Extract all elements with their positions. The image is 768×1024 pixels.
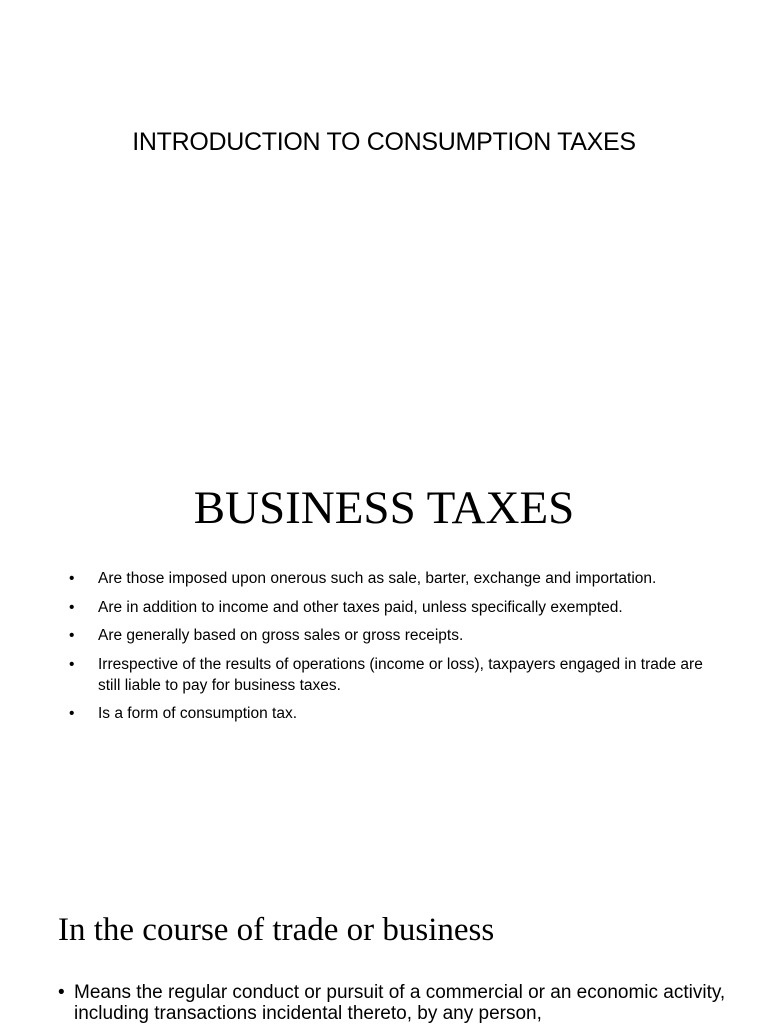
bullet-list <box>58 982 738 1024</box>
bullet-marker: • <box>58 982 65 1003</box>
bullet-text: Means the regular conduct or pursuit of a commercial or an economic activity, including transactions incidental thereto, by any person, <box>74 982 726 1024</box>
bullet-item <box>66 654 716 696</box>
slide-trade-or-business <box>0 864 768 1024</box>
bullet-item <box>66 568 716 589</box>
bullet-marker: • <box>69 655 75 673</box>
bullet-text: Are in addition to income and other taxes paid, unless specifically exempted. <box>98 598 623 616</box>
bullet-item <box>66 597 716 618</box>
bullet-item <box>66 625 716 646</box>
slide-title: BUSINESS TAXES <box>193 482 575 534</box>
bullet-item <box>66 703 716 724</box>
bullet-list <box>66 568 716 732</box>
bullet-marker: • <box>69 570 75 587</box>
bullet-text: Irrespective of the results of operations (income or loss), taxpayers engaged in trade are still liable to pay for business taxes. <box>98 655 703 694</box>
bullet-item <box>58 982 738 1024</box>
bullet-marker: • <box>69 627 75 644</box>
slide-title: In the course of trade or business <box>58 912 495 948</box>
bullet-text: Is a form of consumption tax. <box>98 705 298 722</box>
bullet-text: Are generally based on gross sales or gross receipts. <box>98 627 464 644</box>
bullet-marker: • <box>69 598 75 616</box>
bullet-text: Are those imposed upon onerous such as sale, barter, exchange and importation. <box>98 570 657 587</box>
bullet-marker: • <box>69 705 75 722</box>
slide-business-taxes <box>0 432 768 864</box>
slide-intro <box>0 0 768 432</box>
slide-title: INTRODUCTION TO CONSUMPTION TAXES <box>132 128 636 156</box>
